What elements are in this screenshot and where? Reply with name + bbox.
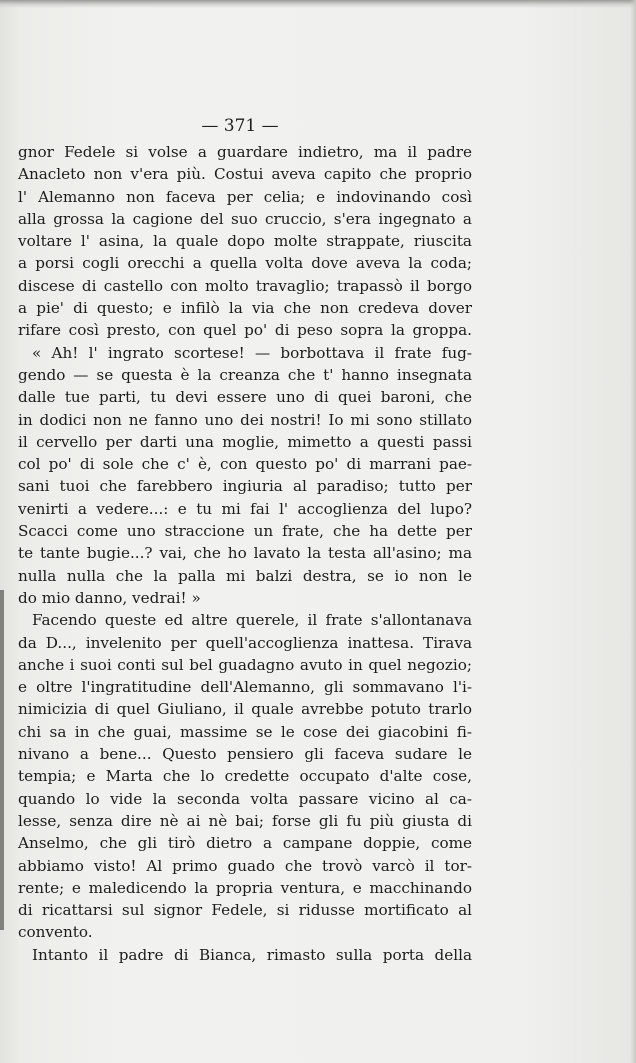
- text-line: nimicizia di quel Giuliano, il quale avrebbe potuto trarlo: [18, 700, 472, 719]
- text-line: a porsi cogli orecchi a quella volta dove aveva la coda;: [18, 254, 472, 273]
- text-line: alla grossa la cagione del suo cruccio, s'era ingegnato a: [18, 209, 472, 228]
- text-line: Anselmo, che gli tirò dietro a campane doppie, come: [18, 834, 472, 853]
- text-line: chi sa in che guai, massime se le cose dei giacobini fi-: [18, 722, 472, 741]
- text-line: dalle tue parti, tu devi essere uno di quei baroni, che: [18, 388, 472, 407]
- page-top-edge: [0, 0, 636, 8]
- text-line: te tante bugie...? vai, che ho lavato la testa all'asino; ma: [18, 544, 472, 563]
- text-line: Scacci come uno straccione un frate, che ha dette per: [18, 522, 472, 541]
- text-line: nivano a bene... Questo pensiero gli faceva sudare le: [18, 745, 472, 764]
- text-line: gnor Fedele si volse a guardare indietro, ma il padre: [18, 143, 472, 161]
- text-line: Facendo queste ed altre querele, il frate s'allontanava: [32, 611, 472, 630]
- text-line: discese di castello con molto travaglio; trapassò il borgo: [18, 276, 472, 295]
- text-line: rifare così presto, con quel po' di peso sopra la groppa.: [18, 321, 472, 340]
- text-line: lesse, senza dire nè ai nè bai; forse gli fu più giusta di: [18, 811, 472, 830]
- text-line: e oltre l'ingratitudine dell'Alemanno, gli sommavano l'i-: [18, 678, 472, 697]
- text-line: da D..., invelenito per quell'accoglienza inattesa. Tirava: [18, 633, 472, 652]
- text-line: quando lo vide la seconda volta passare vicino al ca-: [18, 789, 472, 808]
- text-line: il cervello per darti una moglie, mimetto a questi passi: [18, 432, 472, 451]
- text-line: col po' di sole che c' è, con questo po' di marrani pae-: [18, 455, 472, 474]
- text-line: voltare l' asina, la quale dopo molte strappate, riuscita: [18, 232, 472, 251]
- text-line: sani tuoi che farebbero ingiuria al paradiso; tutto per: [18, 477, 472, 496]
- text-line: abbiamo visto! Al primo guado che trovò varcò il tor-: [18, 856, 472, 875]
- body-text: [18, 141, 472, 966]
- text-line: l' Alemanno non faceva per celia; e indovinando così: [18, 187, 472, 206]
- text-line: in dodici non ne fanno uno dei nostri! Io mi sono stillato: [18, 410, 472, 429]
- text-line: Anacleto non v'era più. Costui aveva capito che proprio: [18, 165, 472, 184]
- page-number: — 371 —: [201, 116, 279, 136]
- text-line: a pie' di questo; e infilò la via che non credeva dover: [18, 299, 472, 318]
- text-line: gendo — se questa è la creanza che t' hanno insegnata: [18, 365, 472, 384]
- text-line: rente; e maledicendo la propria ventura, e macchinando: [18, 878, 472, 897]
- text-line: convento.: [18, 923, 93, 942]
- text-line: venirti a vedere...: e tu mi fai l' accoglienza del lupo?: [18, 499, 472, 518]
- text-line: Intanto il padre di Bianca, rimasto sulla porta della: [32, 945, 472, 964]
- text-line: di ricattarsi sul signor Fedele, si ridusse mortificato al: [18, 901, 472, 920]
- page-right-edge: [630, 0, 636, 1063]
- text-line: nulla nulla che la palla mi balzi destra, se io non le: [18, 566, 472, 585]
- text-line: anche i suoi conti sul bel guadagno avuto in quel negozio;: [18, 655, 472, 674]
- page-binding-shadow: [0, 590, 4, 930]
- text-line: do mio danno, vedrai! »: [18, 588, 201, 607]
- text-line: « Ah! l' ingrato scortese! — borbottava il frate fug-: [32, 343, 472, 362]
- text-line: tempia; e Marta che lo credette occupato d'alte cose,: [18, 767, 472, 786]
